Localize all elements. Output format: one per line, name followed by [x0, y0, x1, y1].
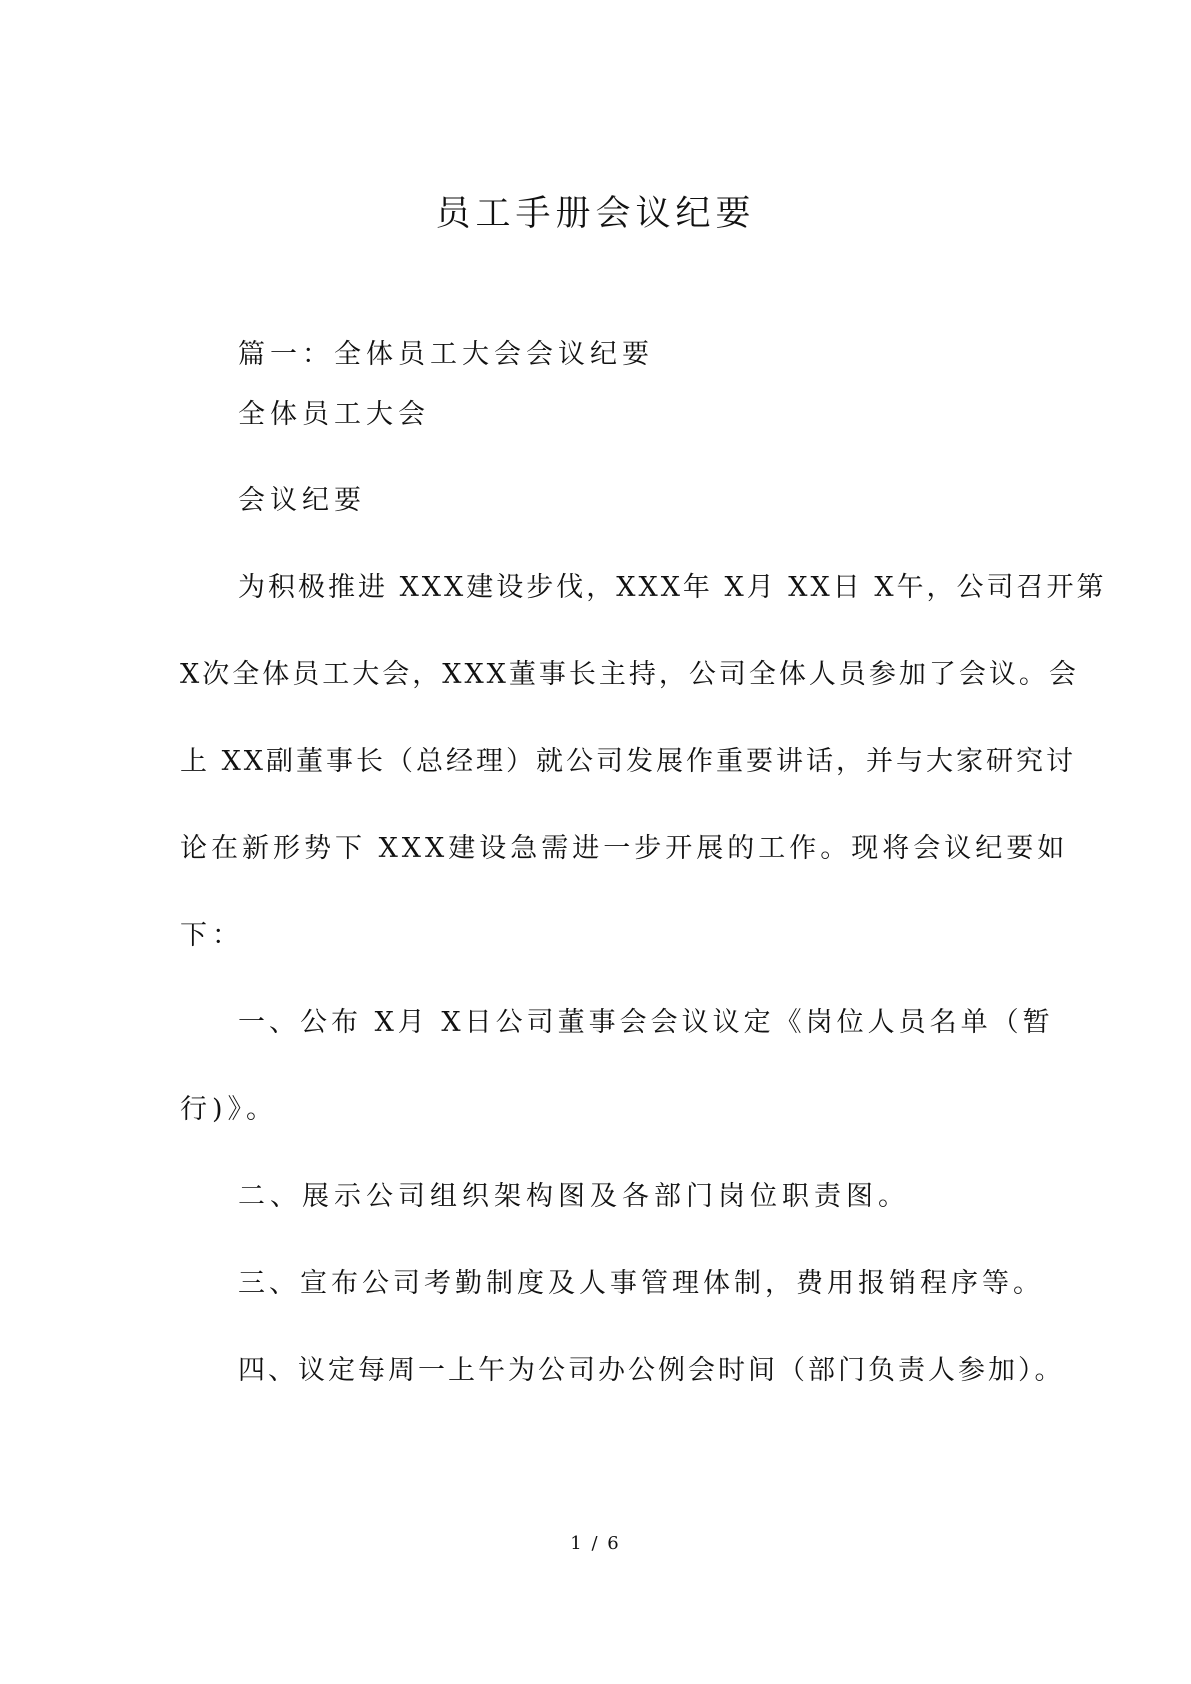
paragraph-line: X次全体员工大会，XXX董事长主持，公司全体人员参加了会议。会 — [180, 659, 1079, 690]
paragraph-line: 为积极推进 XXX建设步伐，XXX年 X月 XX日 X午，公司召开第 — [238, 572, 1107, 603]
list-item-1: 一、公布 X月 X日公司董事会会议议定《岗位人员名单（暂 — [238, 1007, 1054, 1038]
paragraph-line: 上 XX副董事长（总经理）就公司发展作重要讲话，并与大家研究讨 — [180, 746, 1077, 777]
list-item-1-continued: 行)》。 — [180, 1094, 279, 1125]
meeting-name: 全体员工大会 — [238, 399, 430, 430]
list-item-2: 二、展示公司组织架构图及各部门岗位职责图。 — [238, 1181, 910, 1212]
page-number: 1 / 6 — [570, 1533, 621, 1554]
list-item-4: 四、议定每周一上午为公司办公例会时间（部门负责人参加）。 — [238, 1355, 1065, 1386]
paragraph-line: 论在新形势下 XXX建设急需进一步开展的工作。现将会议纪要如 — [180, 833, 1069, 864]
list-item-3: 三、宣布公司考勤制度及人事管理体制，费用报销程序等。 — [238, 1268, 1044, 1299]
document-title: 员工手册会议纪要 — [435, 194, 756, 234]
paragraph-line: 下： — [180, 920, 244, 951]
document-type-label: 会议纪要 — [238, 485, 366, 516]
section-heading: 篇一：全体员工大会会议纪要 — [238, 339, 654, 370]
